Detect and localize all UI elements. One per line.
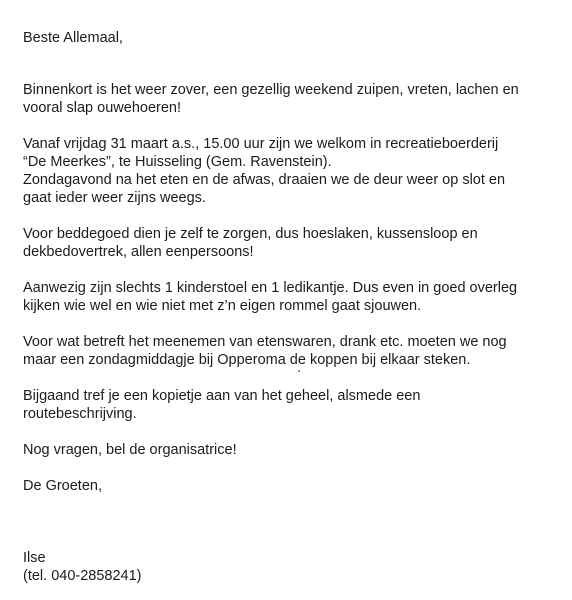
paragraph-bedding [23,225,560,261]
letter-closing: De Groeten, [23,478,102,494]
paragraph-line: kijken wie wel en wie niet met z’n eigen rommel gaat sjouwen. [23,298,422,314]
scan-speck [298,370,300,372]
signature-phone: (tel. 040-2858241) [23,568,142,584]
paragraph-line: Vanaf vrijdag 31 maart a.s., 15.00 uur zijn we welkom in recreatieboerderij [23,136,499,152]
paragraph-line: Aanwezig zijn slechts 1 kinderstoel en 1 ledikantje. Dus even in goed overleg [23,280,518,296]
paragraph-line: routebeschrijving. [23,406,137,422]
paragraph-food [23,333,560,369]
paragraph-questions [23,441,560,459]
paragraph-line: dekbedovertrek, allen eenpersoons! [23,244,254,260]
paragraph-arrival [23,135,560,207]
signature-name: Ilse [23,550,46,566]
paragraph-line: Zondagavond na het eten en de afwas, draaien we de deur weer op slot en [23,172,506,188]
paragraph-line: vooral slap ouwehoeren! [23,100,181,116]
paragraph-line: Nog vragen, bel de organisatrice! [23,442,237,458]
paragraph-intro [23,81,560,117]
paragraph-line: maar een zondagmiddagje bij Opperoma de koppen bij elkaar steken. [23,352,471,368]
paragraph-line: gaat ieder weer zijns weegs. [23,190,206,206]
paragraph-line: Binnenkort is het weer zover, een gezellig weekend zuipen, vreten, lachen en [23,82,519,98]
paragraph-line: Voor beddegoed dien je zelf te zorgen, dus hoeslaken, kussensloop en [23,226,478,242]
paragraph-attachment [23,387,560,423]
paragraph-line: Voor wat betreft het meenemen van etenswaren, drank etc. moeten we nog [23,334,507,350]
paragraph-facilities [23,279,560,315]
letter-greeting: Beste Allemaal, [23,30,123,46]
paragraph-line: “De Meerkes”, te Huisseling (Gem. Ravenstein). [23,154,332,170]
paragraph-line: Bijgaand tref je een kopietje aan van het geheel, alsmede een [23,388,421,404]
